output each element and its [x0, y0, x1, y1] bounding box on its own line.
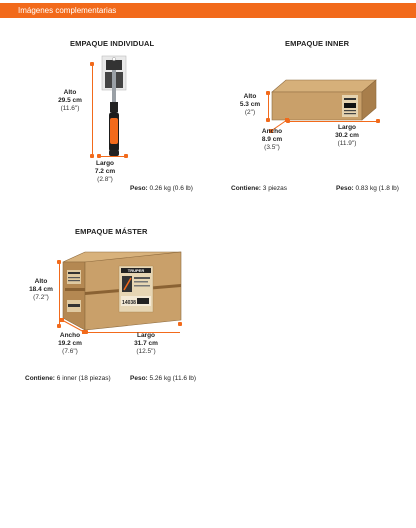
inner-depth-label: Ancho 8.9 cm (3.5"): [261, 128, 283, 151]
section-header: [0, 3, 416, 18]
inner-length-marker-left: [286, 119, 290, 123]
individual-width-marker-right: [124, 154, 128, 158]
master-height-label: Alto 18.4 cm (7.2"): [29, 278, 53, 301]
individual-weight: Peso: 0.26 kg (0.6 lb): [130, 185, 193, 192]
inner-length-marker-right: [376, 119, 380, 123]
inner-weight: Peso: 0.83 kg (1.8 lb): [336, 185, 399, 192]
chisel-product-image: [100, 56, 128, 160]
master-length-label: Largo 31.7 cm (12.5"): [134, 332, 158, 355]
individual-height-marker-bottom: [90, 154, 94, 158]
individual-width-line: [100, 156, 126, 157]
individual-height-line: [92, 64, 93, 156]
master-title: EMPAQUE MÁSTER: [75, 227, 148, 236]
master-length-marker-right: [178, 322, 182, 326]
individual-height-marker-top: [90, 62, 94, 66]
master-box-code: 14038: [122, 300, 136, 306]
inner-title: EMPAQUE INNER: [285, 39, 350, 48]
inner-height-label: Alto 5.3 cm (2"): [239, 93, 261, 116]
individual-title: EMPAQUE INDIVIDUAL: [70, 39, 155, 48]
individual-width-label: Largo 7.2 cm (2.8"): [94, 160, 116, 183]
master-height-line: [59, 262, 60, 326]
section-header-title: Imágenes complementarias: [18, 6, 117, 15]
inner-length-label: Largo 30.2 cm (11.9"): [335, 124, 359, 147]
master-height-marker-top: [57, 260, 61, 264]
master-contents: Contiene: 6 inner (18 piezas): [25, 375, 111, 382]
inner-height-marker-top: [266, 91, 270, 95]
individual-height-label: Alto 29.5 cm (11.6"): [58, 89, 82, 112]
inner-height-line: [268, 93, 269, 120]
inner-length-line: [288, 121, 378, 122]
inner-contents: Contiene: 3 piezas: [231, 185, 288, 192]
individual-width-marker-left: [97, 154, 101, 158]
master-weight: Peso: 5.26 kg (11.6 lb): [130, 375, 197, 382]
master-box-brand: TRUPER: [127, 268, 145, 273]
master-depth-label: Ancho 19.2 cm (7.6"): [58, 332, 82, 355]
